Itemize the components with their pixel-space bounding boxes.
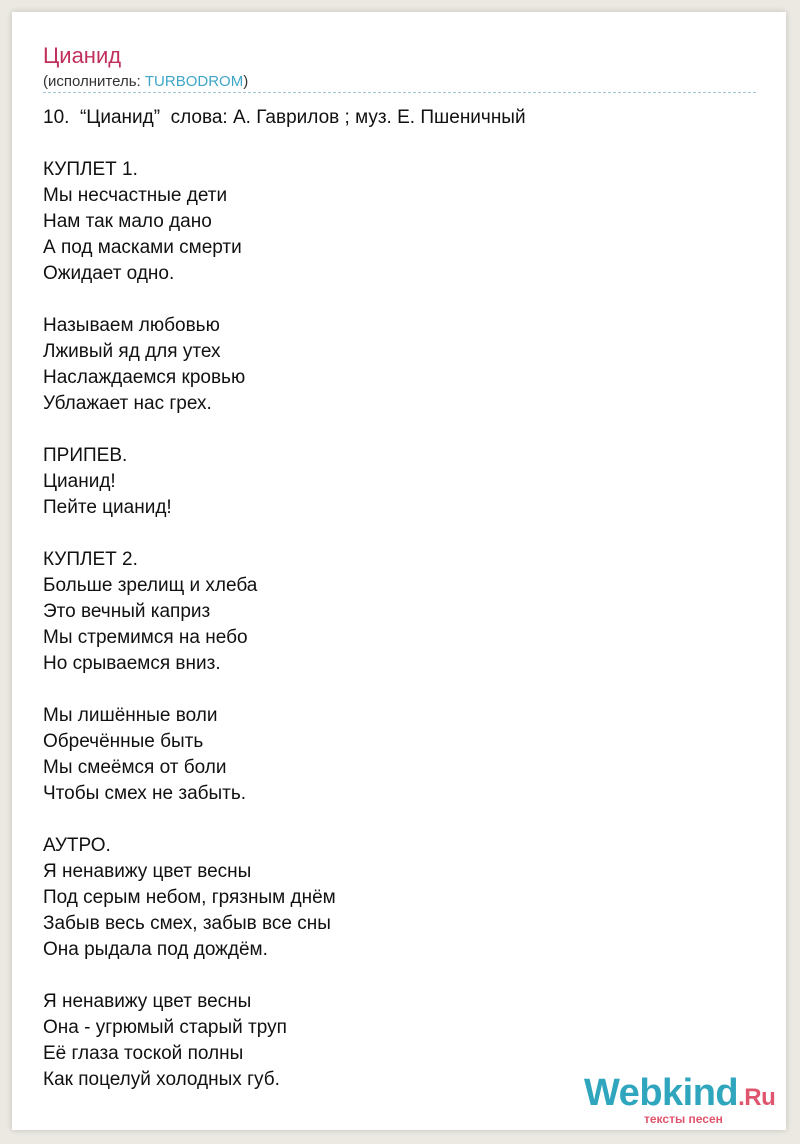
- lyric-line: Ожидает одно.: [43, 263, 175, 284]
- lyric-line: Больше зрелищ и хлеба: [43, 575, 258, 596]
- lyric-line: [43, 677, 756, 703]
- lyric-line: Под серым небом, грязным днём: [43, 887, 336, 908]
- lyric-line: Лживый яд для утех: [43, 341, 221, 362]
- lyric-line: Но срываемся вниз.: [43, 653, 221, 674]
- lyric-line: Это вечный каприз: [43, 601, 211, 622]
- webkind-logo[interactable]: [584, 1072, 784, 1126]
- lyric-line: А под масками смерти: [43, 237, 242, 258]
- lyric-line: [43, 287, 756, 313]
- logo-tld: .Ru: [738, 1084, 776, 1111]
- artist-link[interactable]: TURBODROM: [144, 73, 244, 90]
- song-title: Цианид: [43, 43, 122, 68]
- lyric-line: Пейте цианид!: [43, 497, 172, 518]
- lyric-line: [43, 521, 756, 547]
- lyric-line: Я ненавижу цвет весны: [43, 991, 252, 1012]
- lyric-line: АУТРО.: [43, 835, 111, 856]
- lyric-line: КУПЛЕТ 2.: [43, 549, 138, 570]
- lyric-line: Называем любовью: [43, 315, 220, 336]
- lyric-line: Она - угрюмый старый труп: [43, 1017, 287, 1038]
- lyric-line: Как поцелуй холодных губ.: [43, 1069, 280, 1090]
- lyric-line: КУПЛЕТ 1.: [43, 159, 138, 180]
- lyric-line: [43, 131, 756, 157]
- artist-prefix: (исполнитель:: [43, 73, 145, 90]
- artist-suffix: ): [243, 73, 249, 90]
- lyric-line: [43, 417, 756, 443]
- logo-brand: Webkind: [584, 1072, 739, 1114]
- lyric-line: ПРИПЕВ.: [43, 445, 128, 466]
- lyric-line: [43, 807, 756, 833]
- lyric-line: 10. “Цианид” слова: А. Гаврилов ; муз. Е. Пшеничный: [43, 107, 526, 128]
- lyric-line: Она рыдала под дождём.: [43, 939, 268, 960]
- lyric-line: Мы стремимся на небо: [43, 627, 248, 648]
- lyric-line: Наслаждаемся кровью: [43, 367, 246, 388]
- logo-tagline: тексты песен: [644, 1112, 723, 1126]
- lyric-line: Цианид!: [43, 471, 116, 492]
- lyric-line: Мы лишённые воли: [43, 705, 218, 726]
- artist-line: [43, 73, 248, 91]
- lyrics-sheet: [12, 12, 786, 1130]
- lyric-line: [43, 963, 756, 989]
- lyric-line: Нам так мало дано: [43, 211, 212, 232]
- lyric-line: Обречённые быть: [43, 731, 204, 752]
- lyric-line: Её глаза тоской полны: [43, 1043, 244, 1064]
- lyrics-body: [43, 105, 756, 1093]
- lyric-line: Ублажает нас грех.: [43, 393, 212, 414]
- lyric-line: Мы несчастные дети: [43, 185, 228, 206]
- lyric-line: Забыв весь смех, забыв все сны: [43, 913, 331, 934]
- lyric-line: Я ненавижу цвет весны: [43, 861, 252, 882]
- title-divider: [43, 92, 756, 93]
- lyric-line: Чтобы смех не забыть.: [43, 783, 247, 804]
- lyric-line: Мы смеёмся от боли: [43, 757, 227, 778]
